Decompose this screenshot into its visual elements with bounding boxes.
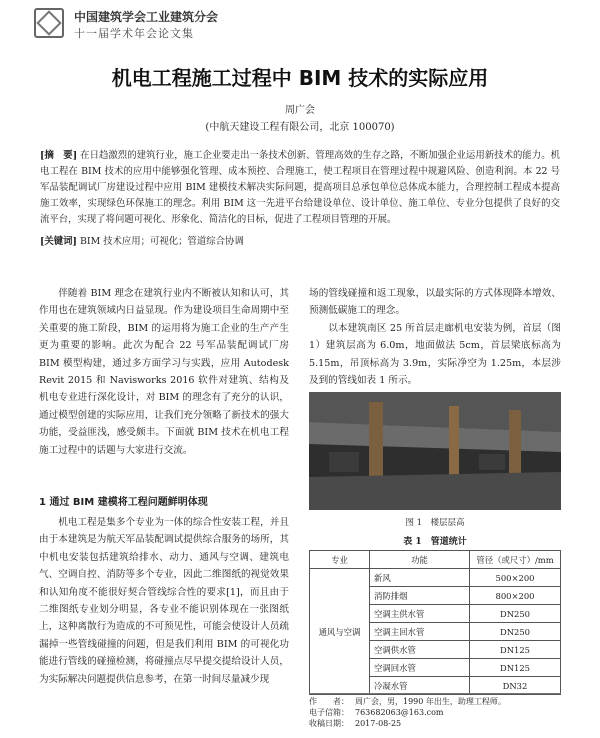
footnote-author-value: 周广会，男，1990 年出生，助理工程师。 [355, 697, 506, 706]
header-specialty: 专业 [310, 551, 370, 569]
abstract-label: [摘 要] [40, 150, 78, 161]
right-column [309, 285, 561, 389]
right-paragraph-2: 以本建筑南区 25 所首层走廊机电安装为例，首层（图 1）建筑层高为 6.0m，地面做法 5cm，首层梁底标高为 5.15m，吊顶标高为 3.9m，实际净空为 1.25m，本层涉及到的管线如表 1 所示。 [309, 322, 561, 387]
section-1-paragraph: 机电工程是集多个专业为一体的综合性安装工程，并且由于本建筑是为航天军品装配调试提供综合服务的场所，其中机电安装包括建筑给排水、动力、通风与空调、建筑电气、空调自控、消防等多个专业，因此二维图纸的视觉效果和认知角度不能很好契合管线综合性的要求[1]，而且由于二维图纸专业划分明显，各专业不能识别体现在一张图纸上，这种离散行为造成的不可预见性，可能会使设计人员疏漏掉一些管线碰撞的问题，但是我们利用 BIM 的可视化功能进行管线的碰撞检测，将碰撞点尽早提交提给设计人员，为实际解决问题提供信息参考，在第一时间尽量减少现 [39, 517, 289, 685]
header-size: 管径（或尺寸）/mm [470, 551, 561, 569]
footnote-date-value: 2017-08-25 [355, 719, 402, 728]
footnote-author-row [309, 696, 561, 707]
right-paragraph-1: 场的管线碰撞和返工现象，以最实际的方式体现降本增效、预测低碳施工的理念。 [309, 288, 561, 317]
func-cell: 冷凝水管 [370, 677, 470, 695]
header-line-1: 中国建筑学会工业建筑分会 [74, 10, 219, 24]
footnote-author-label: 作 者： [309, 697, 349, 706]
footnote-email-row [309, 707, 561, 718]
header-function: 功能 [370, 551, 470, 569]
func-cell: 消防排烟 [370, 587, 470, 605]
abstract [40, 148, 560, 228]
func-cell: 空调主供水管 [370, 605, 470, 623]
func-cell: 空调供水管 [370, 641, 470, 659]
size-cell: 800×200 [470, 587, 561, 605]
keywords [40, 234, 560, 250]
size-cell: DN32 [470, 677, 561, 695]
size-cell: DN125 [470, 659, 561, 677]
size-cell: 500×200 [470, 569, 561, 587]
table-header-row [310, 551, 561, 569]
intro-paragraph: 伴随着 BIM 理念在建筑行业内不断被认知和认可，其作用也在建筑领域内日益显现。作为建设项目生命周期中至关重要的施工阶段，BIM 的运用将为施工企业的生产产生更为重要的影响。此次为配合 22 号军品装配调试厂房 BIM 模型构建，通过多方面学习与实践，应用 Autodesk Revit 2015 和 Navisworks 2016 软件对建筑、结构及机电专业进行深化设计，对 BIM 的理念有了充分的认识，通过模型创建的实际应用，让我们充分领略了新技术的强大功能，受益匪浅，感受颇丰。下面就 BIM 技术在机电工程施工过程中的话题与大家进行交流。 [39, 288, 289, 456]
author-name: 周广会 [285, 105, 315, 116]
footnote-date-row [309, 718, 561, 729]
size-cell: DN250 [470, 605, 561, 623]
size-cell: DN250 [470, 623, 561, 641]
figure-1-image [309, 392, 561, 510]
func-cell: 空调回水管 [370, 659, 470, 677]
footnote-date-label: 收稿日期： [309, 719, 349, 728]
society-logo-icon [34, 8, 64, 38]
section-1-heading: 1 通过 BIM 建模将工程问题鲜明体现 [39, 497, 208, 508]
floor-height-render-icon [309, 392, 561, 510]
table-row [310, 569, 561, 587]
size-cell: DN125 [470, 641, 561, 659]
table-1-caption: 表 1 管道统计 [403, 537, 467, 547]
group-cell: 通风与空调 [310, 569, 370, 695]
footnote-email-value: 763682063@163.com [355, 708, 444, 717]
keywords-text: BIM 技术应用；可视化；管道综合协调 [79, 236, 244, 247]
author-footnote [309, 693, 561, 729]
intro-column [39, 285, 289, 459]
abstract-text: 在日趋激烈的建筑行业，施工企业要走出一条技术创新、管理高效的生存之路，不断加强企业运用新技术的能力。机电工程在 BIM 技术的应用中能够强化管理、成本预控、合理施工，使工程项目在管理过程中规避风险、创造利润。本 22 号军品装配调试厂房建设过程中应用 BIM 建模技术解决实际问题，提高项目总承包单位总体成本能力，合理控制工程成本提高施工效率，实现绿色环保施工的理念。利用 BIM 这一先进平台给建设单位、设计单位、施工单位、专业分包提供了良好的交流平台，实现了将问题可视化、形象化、简洁化的目标，促进了工程项目管理的开展。 [40, 150, 560, 225]
header-line-2: 十一届学术年会论文集 [74, 27, 194, 40]
func-cell: 空调主回水管 [370, 623, 470, 641]
section-1-body [39, 514, 289, 688]
func-cell: 新风 [370, 569, 470, 587]
keywords-label: [关键词] [40, 236, 77, 247]
page-header [34, 6, 574, 46]
affiliation: (中航天建设工程有限公司，北京 100070) [205, 122, 395, 133]
figure-1-caption: 图 1 楼层层高 [405, 518, 465, 528]
paper-title: 机电工程施工过程中 BIM 技术的实际应用 [111, 66, 489, 90]
pipe-statistics-table [309, 550, 561, 695]
footnote-email-label: 电子信箱： [309, 708, 349, 717]
